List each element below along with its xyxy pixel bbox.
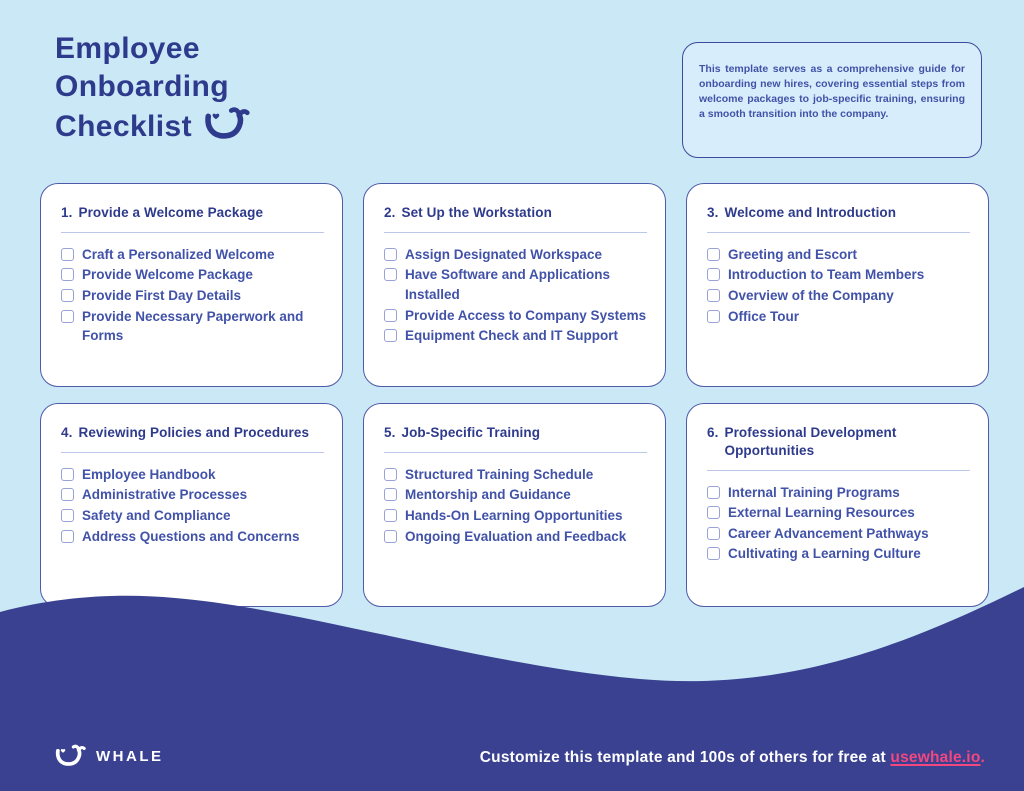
checkbox[interactable] [707,547,720,560]
title-line-2: Onboarding [55,70,229,103]
checkbox[interactable] [384,329,397,342]
card-divider [384,452,647,453]
card-items [707,245,972,326]
item-label: Have Software and Applications Installed [405,267,611,302]
footer-message-text: Customize this template and 100s of others for free at [479,749,891,766]
card-items [707,483,972,564]
checklist-item [61,485,326,505]
checkbox[interactable] [707,486,720,499]
card-title: Reviewing Policies and Procedures [78,425,310,440]
page-title [55,30,250,146]
checklist-grid [40,183,989,607]
card-heading [384,204,649,222]
card-items [384,245,649,346]
checklist-item [61,307,326,346]
checkbox[interactable] [384,488,397,501]
checklist-item [707,265,972,285]
card-number: 1. [61,205,73,220]
card-items [384,465,649,546]
checklist-item [61,527,326,547]
checkbox[interactable] [61,248,74,261]
footer-brand [55,744,164,768]
checkbox[interactable] [61,268,74,281]
brand-name: WHALE [96,747,164,765]
card-number: 3. [707,205,719,220]
card-title: Provide a Welcome Package [78,205,264,220]
item-label: Structured Training Schedule [405,466,594,482]
card-number: 2. [384,205,396,220]
checkbox[interactable] [61,468,74,481]
card-heading [384,424,649,442]
card-items [61,465,326,546]
item-label: Craft a Personalized Welcome [82,246,275,262]
title-word-checklist: Checklist [55,110,192,143]
card-heading [61,204,326,222]
item-label: Safety and Compliance [82,507,231,523]
checkbox[interactable] [384,309,397,322]
item-label: Office Tour [728,308,800,324]
item-label: Hands-On Learning Opportunities [405,507,623,523]
checkbox[interactable] [384,248,397,261]
checklist-card [363,183,666,387]
item-label: Provide Welcome Package [82,267,253,283]
card-number: 4. [61,425,73,440]
card-heading [707,204,972,222]
checkbox[interactable] [707,310,720,323]
checklist-item [384,527,649,547]
checklist-item [384,326,649,346]
item-label: Career Advancement Pathways [728,525,929,541]
card-number: 6. [707,425,719,440]
item-label: Employee Handbook [82,466,216,482]
checklist-item [384,245,649,265]
checkbox[interactable] [61,289,74,302]
card-title: Welcome and Introduction [724,205,897,220]
card-number: 5. [384,425,396,440]
title-line-1: Employee [55,32,200,65]
checklist-item [61,286,326,306]
checklist-item [707,483,972,503]
usewhale-link[interactable]: usewhale.io [890,749,981,766]
item-label: Provide Necessary Paperwork and Forms [82,308,304,344]
checklist-item [707,307,972,327]
checkbox[interactable] [707,527,720,540]
card-title: Job-Specific Training [401,425,541,440]
item-label: Cultivating a Learning Culture [728,546,921,562]
checkbox[interactable] [707,268,720,281]
item-label: Equipment Check and IT Support [405,328,619,344]
checkbox[interactable] [384,530,397,543]
checkbox[interactable] [707,506,720,519]
intro-box [682,42,982,158]
checklist-item [707,524,972,544]
checkbox[interactable] [384,509,397,522]
card-divider [707,232,970,233]
checkbox[interactable] [707,289,720,302]
checkbox[interactable] [61,509,74,522]
item-label: Internal Training Programs [728,484,900,500]
checklist-item [384,265,649,304]
whale-smiley-icon [204,106,250,142]
item-label: Provide Access to Company Systems [405,307,647,323]
checklist-item [707,503,972,523]
card-divider [707,470,970,471]
whale-logo-icon [55,744,86,768]
footer-message-period: . [980,749,985,766]
item-label: Mentorship and Guidance [405,487,571,503]
checklist-item [61,465,326,485]
checkbox[interactable] [61,488,74,501]
item-label: Provide First Day Details [82,287,242,303]
footer-message [480,749,985,767]
item-label: Ongoing Evaluation and Feedback [405,528,627,544]
checkbox[interactable] [384,268,397,281]
checklist-item [707,245,972,265]
checklist-item [61,245,326,265]
card-divider [384,232,647,233]
intro-text: This template serves as a comprehensive guide for onboarding new hires, covering essential steps from welcome packages to job-specific training, ensuring a smooth transition into the company. [699,63,965,120]
card-items [61,245,326,346]
checkbox[interactable] [384,468,397,481]
checklist-card [686,183,989,387]
item-label: Administrative Processes [82,487,248,503]
checkbox[interactable] [61,310,74,323]
item-label: Assign Designated Workspace [405,246,603,262]
checklist-item [384,465,649,485]
checklist-item [384,506,649,526]
title-line-3 [55,106,250,146]
checkbox[interactable] [707,248,720,261]
item-label: Greeting and Escort [728,246,858,262]
checklist-item [61,265,326,285]
item-label: Address Questions and Concerns [82,528,300,544]
item-label: Overview of the Company [728,287,894,303]
item-label: Introduction to Team Members [728,267,925,283]
card-heading [61,424,326,442]
card-title: Set Up the Workstation [401,205,552,220]
checklist-item [384,306,649,326]
checklist-item [384,485,649,505]
card-title: Professional Development Opportunities [724,425,897,458]
card-heading [707,424,972,460]
card-divider [61,452,324,453]
checkbox[interactable] [61,530,74,543]
card-divider [61,232,324,233]
item-label: External Learning Resources [728,505,915,521]
checklist-card [40,183,343,387]
checklist-item [707,286,972,306]
checklist-item [61,506,326,526]
